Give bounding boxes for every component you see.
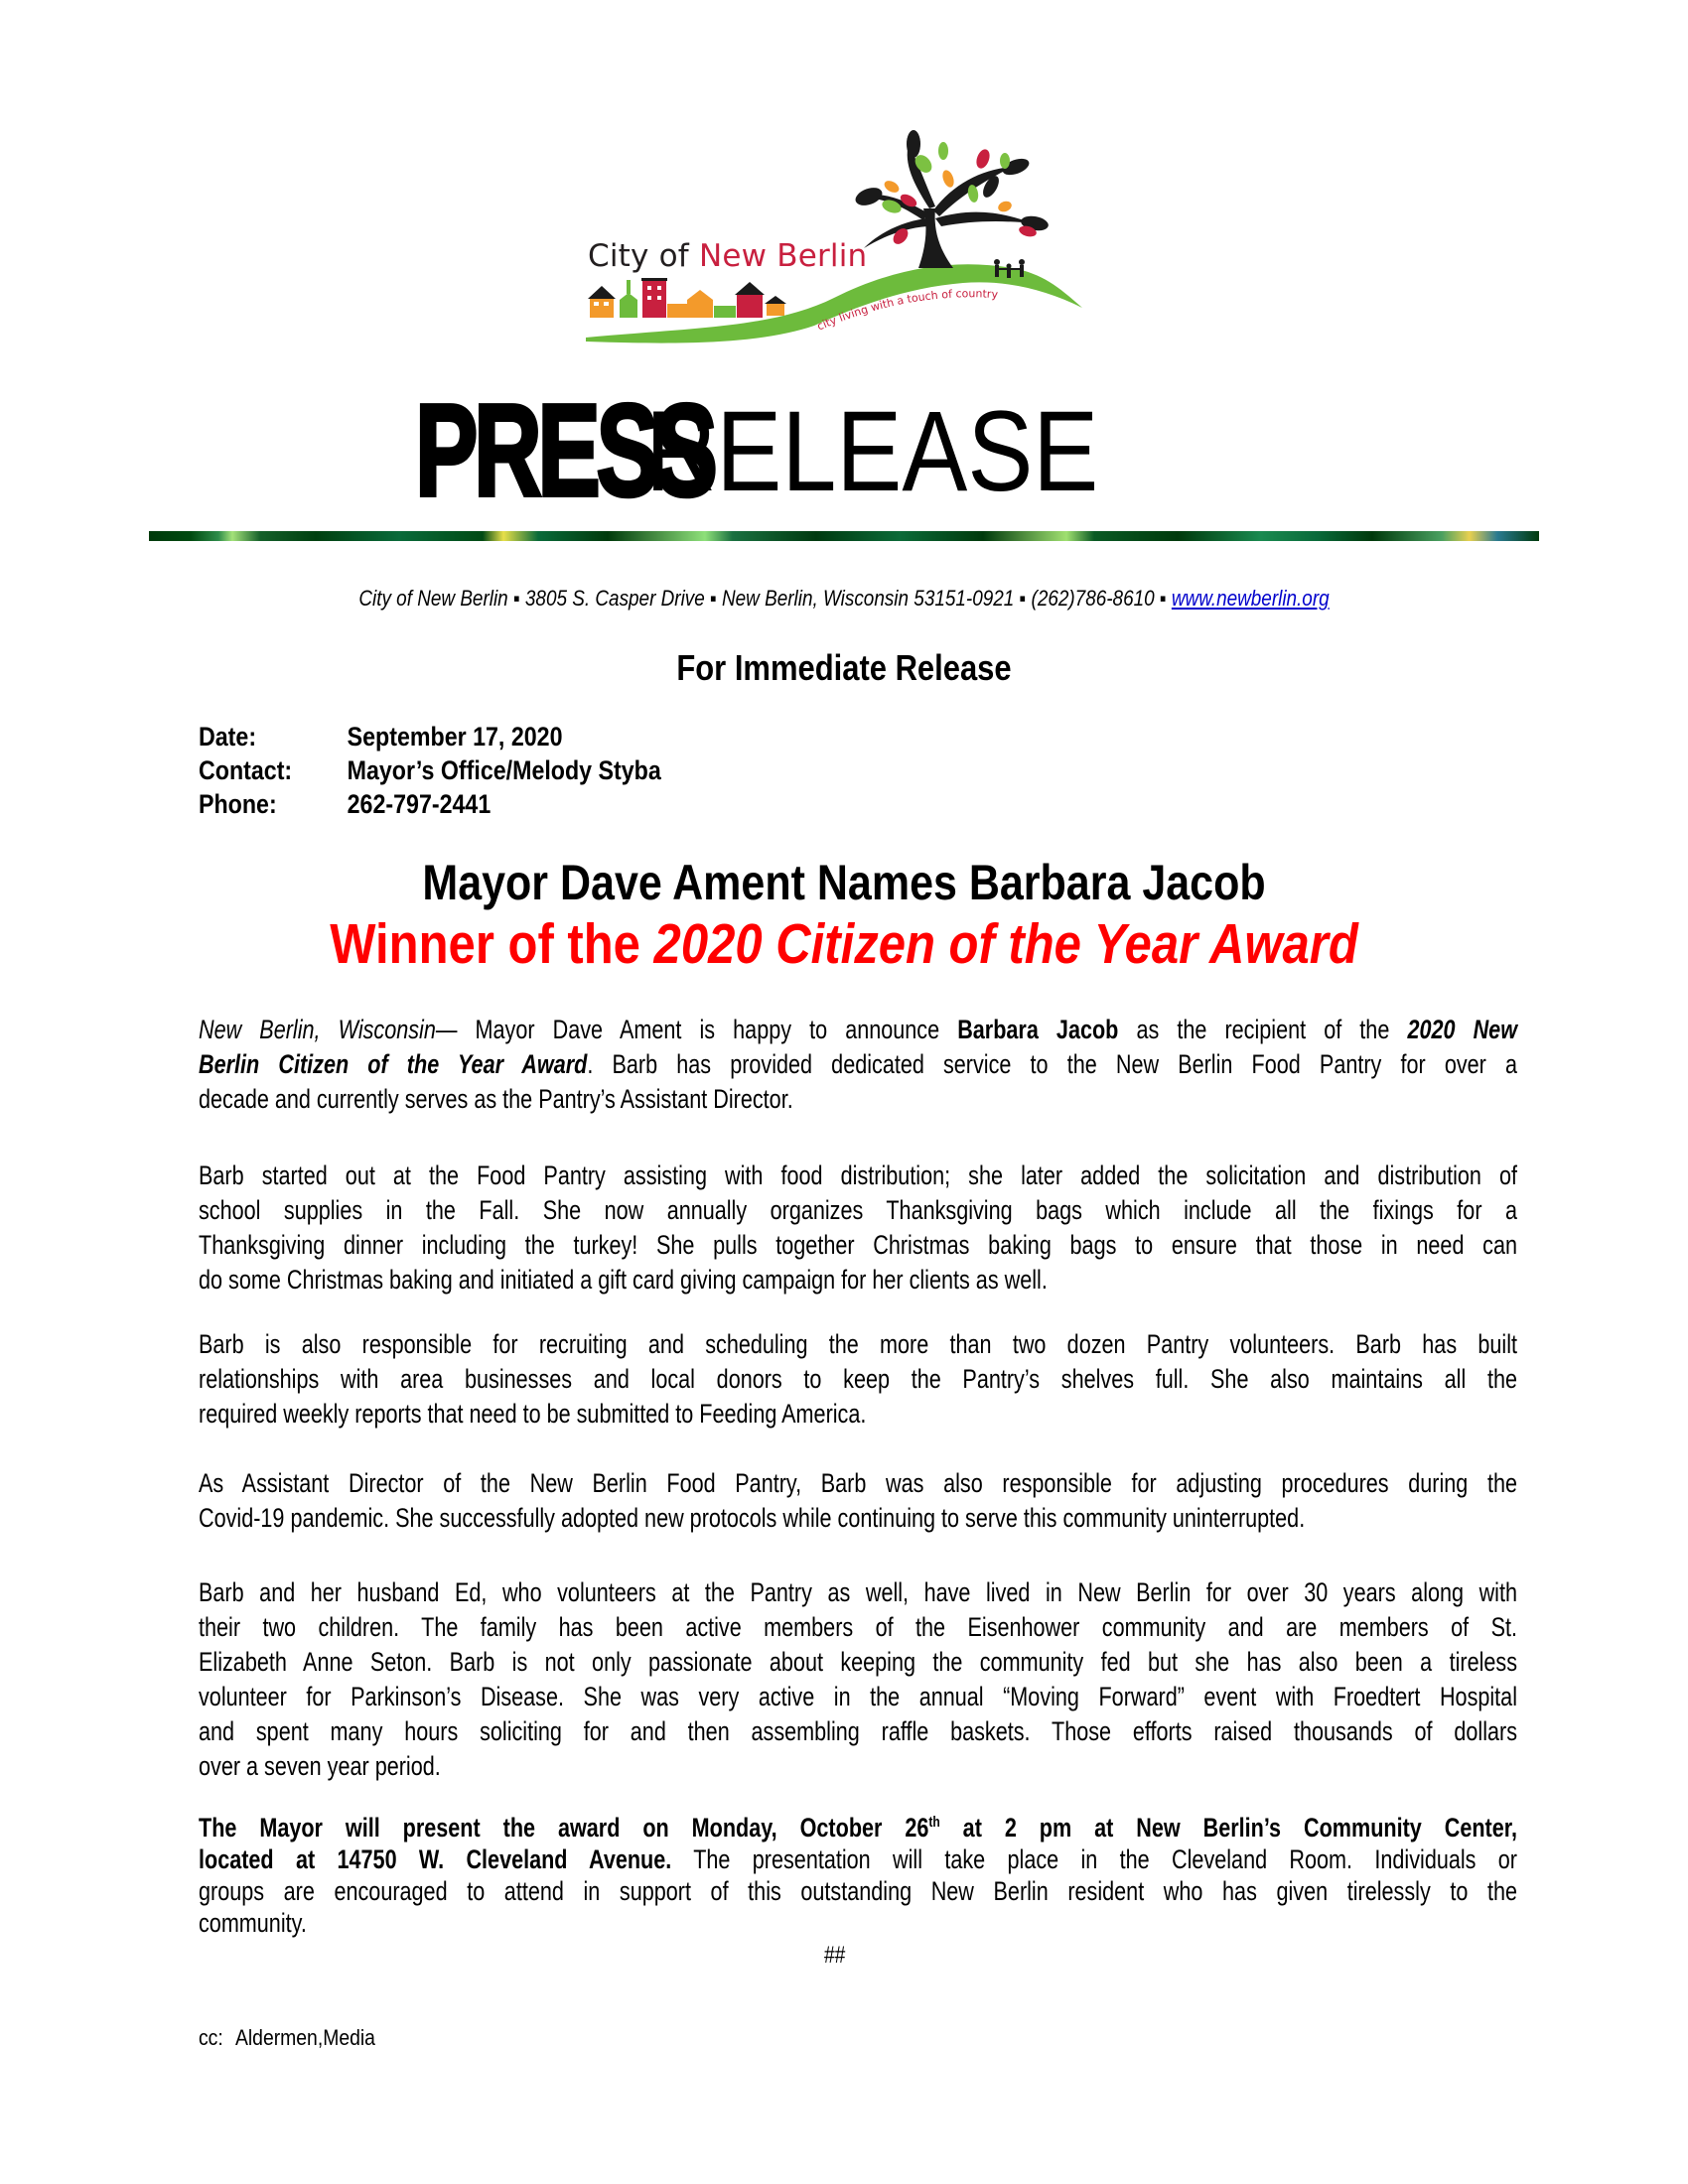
paragraph-line — [199, 1812, 1517, 1843]
text-span: as the recipient of the — [1118, 1015, 1408, 1044]
paragraph-volunteers — [199, 1327, 1517, 1432]
paragraph-line: relationships with area businesses and local donors to keep the Pantry’s shelves full. She also maintains all the — [199, 1364, 1517, 1394]
paragraph-line: required weekly reports that need to be submitted to Feeding America. — [199, 1399, 867, 1429]
logo-tagline: city living with a touch of country — [814, 287, 999, 334]
text-span: — Mayor Dave Ament is happy to announce — [435, 1015, 958, 1044]
logo-name-highlight: New Berlin — [698, 238, 868, 274]
paragraph-line: Barb started out at the Food Pantry assisting with food distribution; she later added the solicitation and distribution of — [199, 1160, 1517, 1190]
meta-phone-label: Phone: — [199, 789, 277, 819]
meta-date-value: September 17, 2020 — [347, 722, 563, 751]
event-details: at 2 pm at New Berlin’s Community Center, — [939, 1813, 1517, 1843]
dateline: New Berlin, Wisconsin — [199, 1015, 436, 1044]
meta-phone-row — [199, 789, 491, 820]
award-name: Berlin Citizen of the Year Award — [199, 1049, 588, 1079]
meta-contact-value: Mayor’s Office/Melody Styba — [347, 755, 661, 785]
paragraph-line: community. — [199, 1908, 307, 1938]
meta-contact-label: Contact: — [199, 755, 293, 785]
meta-date-row — [199, 722, 562, 752]
text-span: . Barb has provided dedicated service to the New Berlin Food Pantry for over a — [587, 1049, 1517, 1079]
green-divider-bar — [149, 531, 1539, 541]
address-text: City of New Berlin ▪ 3805 S. Casper Drive ▪ New Berlin, Wisconsin 53151-0921 ▪ (262)786-8610 ▪ — [358, 586, 1172, 611]
event-details: The Mayor will present the award on Monday, October 26 — [199, 1813, 929, 1843]
paragraph-line: over a seven year period. — [199, 1751, 441, 1781]
paragraph-line: groups are encouraged to attend in support of this outstanding New Berlin resident who has given tirelessly to the — [199, 1876, 1517, 1906]
cc-recipients: Aldermen,Media — [234, 2025, 375, 2050]
logo-name-prefix: City of — [588, 238, 699, 274]
paragraph-line: Barb and her husband Ed, who volunteers at the Pantry as well, have lived in New Berlin for over 30 years along with — [199, 1577, 1517, 1607]
paragraph-presentation — [199, 1812, 1517, 1939]
paragraph-line: and spent many hours soliciting for and then assembling raffle baskets. Those efforts raised thousands of dollars — [199, 1716, 1517, 1746]
paragraph-family — [199, 1575, 1517, 1784]
paragraph-line: school supplies in the Fall. She now annually organizes Thanksgiving bags which include all the fixings for a — [199, 1195, 1517, 1225]
meta-contact-row — [199, 755, 661, 786]
paragraph-line: Barb is also responsible for recruiting and scheduling the more than two dozen Pantry volunteers. Barb has built — [199, 1329, 1517, 1359]
paragraph-line: volunteer for Parkinson’s Disease. She was very active in the annual “Moving Forward” event with Froedtert Hospital — [199, 1682, 1517, 1711]
text-span: The presentation will take place in the Cleveland Room. Individuals or — [671, 1844, 1518, 1874]
event-location: located at 14750 W. Cleveland Avenue. — [199, 1844, 672, 1874]
paragraph-intro — [199, 1013, 1517, 1117]
end-mark: ## — [824, 1942, 846, 1969]
award-name: 2020 New — [1407, 1015, 1517, 1044]
cc-label: cc: — [199, 2025, 223, 2050]
paragraph-line: Covid-19 pandemic. She successfully adopted new protocols while continuing to serve this community uninterrupted. — [199, 1503, 1306, 1533]
banner-word-press: PRESS — [415, 377, 714, 523]
headline-award — [246, 911, 1442, 977]
paragraph-covid — [199, 1466, 1517, 1536]
for-immediate-release: For Immediate Release — [676, 647, 1012, 688]
logo-city-name — [588, 238, 867, 274]
headline-award-prefix: Winner of the — [330, 912, 654, 976]
paragraph-line — [199, 1013, 1517, 1047]
paragraph-line: do some Christmas baking and initiated a gift card giving campaign for her clients as well. — [199, 1265, 1048, 1295]
meta-phone-value: 262-797-2441 — [347, 789, 492, 819]
headline-award-title: 2020 Citizen of the Year Award — [653, 912, 1358, 976]
press-release-banner — [415, 377, 1173, 523]
meta-date-label: Date: — [199, 722, 257, 751]
cc-line — [199, 2025, 375, 2051]
paragraph-line — [199, 1047, 1517, 1082]
recipient-name: Barbara Jacob — [957, 1015, 1119, 1044]
city-of-new-berlin-logo — [576, 129, 1092, 347]
paragraph-history — [199, 1159, 1517, 1297]
paragraph-line: As Assistant Director of the New Berlin Food Pantry, Barb was also responsible for adjusting procedures during the — [199, 1468, 1517, 1498]
paragraph-line: decade and currently serves as the Pantry’s Assistant Director. — [199, 1084, 793, 1114]
website-link[interactable]: www.newberlin.org — [1171, 586, 1330, 611]
ordinal-suffix: th — [928, 1814, 940, 1831]
paragraph-line — [199, 1843, 1517, 1875]
paragraph-line: their two children. The family has been active members of the Eisenhower community and are members of St. — [199, 1612, 1517, 1642]
banner-word-release: RELEASE — [645, 388, 1099, 515]
headline-main: Mayor Dave Ament Names Barbara Jacob — [422, 855, 1266, 910]
paragraph-line: Thanksgiving dinner including the turkey! She pulls together Christmas baking bags to ensure that those in need can — [199, 1230, 1517, 1260]
paragraph-line: Elizabeth Anne Seton. Barb is not only passionate about keeping the community fed but she has also been a tireless — [199, 1647, 1517, 1677]
address-line — [246, 586, 1442, 612]
